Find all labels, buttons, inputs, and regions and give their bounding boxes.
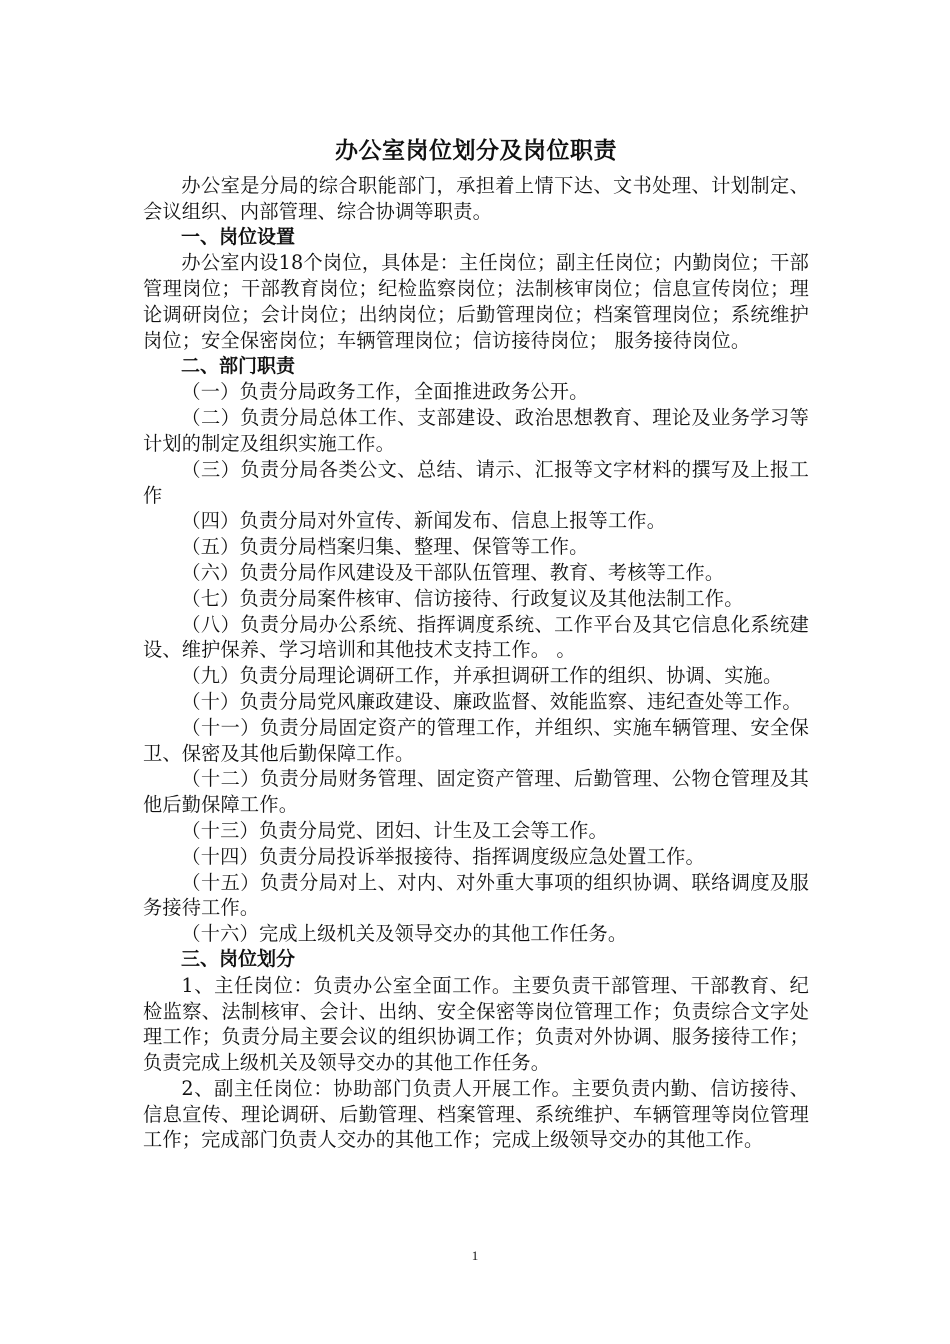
duty-item: （十五）负责分局对上、对内、对外重大事项的组织协调、联络调度及服务接待工作。 xyxy=(143,870,809,920)
duty-item: （十一）负责分局固定资产的管理工作，并组织、实施车辆管理、安全保卫、保密及其他后勤保障工作。 xyxy=(143,715,809,765)
section-heading-division: 三、岗位划分 xyxy=(181,947,296,970)
duty-item: （六）负责分局作风建设及干部队伍管理、教育、考核等工作。 xyxy=(181,560,725,584)
section-heading-positions: 一、岗位设置 xyxy=(181,225,296,248)
duty-item: （十三）负责分局党、团妇、计生及工会等工作。 xyxy=(181,818,608,842)
document-body xyxy=(143,133,809,1153)
duty-item: （二）负责分局总体工作、支部建设、政治思想教育、理论及业务学习等计划的制定及组织实施工作。 xyxy=(143,406,809,455)
duty-item: （十六）完成上级机关及领导交办的其他工作任务。 xyxy=(181,922,628,946)
duty-item: （一）负责分局政务工作，全面推进政务公开。 xyxy=(181,380,589,404)
duty-item: （八）负责分局办公系统、指挥调度系统、工作平台及其它信息化系统建设、维护保养、学习培训和其他技术支持工作。 。 xyxy=(143,612,809,662)
document-title: 办公室岗位划分及岗位职责 xyxy=(335,138,617,164)
duty-item: （九）负责分局理论调研工作，并承担调研工作的组织、协调、实施。 xyxy=(181,664,783,688)
duty-item: （五）负责分局档案归集、整理、保管等工作。 xyxy=(181,535,589,559)
section-heading-duties: 二、部门职责 xyxy=(181,354,296,377)
duty-item: （四）负责分局对外宣传、新闻发布、信息上报等工作。 xyxy=(181,509,667,533)
duty-item: （三）负责分局各类公文、总结、请示、汇报等文字材料的撰写及上报工作 xyxy=(143,457,809,507)
duty-item: （十）负责分局党风廉政建设、廉政监督、效能监察、违纪查处等工作。 xyxy=(181,689,802,713)
duty-item: （七）负责分局案件核审、信访接待、行政复议及其他法制工作。 xyxy=(181,586,744,610)
division-item: 1、主任岗位：负责办公室全面工作。主要负责干部管理、干部教育、纪检监察、法制核审、会计、出纳、安全保密等岗位管理工作；负责综合文字处理工作；负责分局主要会议的组织协调工作；负责对外协调、服务接待工作；负责完成上级机关及领导交办的其他工作任务。 xyxy=(143,973,809,1075)
positions-paragraph: 办公室内设18个岗位，具体是：主任岗位；副主任岗位；内勤岗位；干部管理岗位；干部教育岗位；纪检监察岗位；法制核审岗位；信息宣传岗位；理论调研岗位；会计岗位；出纳岗位；后勤管理岗位；档案管理岗位；系统维护岗位；安全保密岗位；车辆管理岗位；信访接待岗位； 服务接待岗位。 xyxy=(143,251,809,352)
intro-paragraph: 办公室是分局的综合职能部门，承担着上情下达、文书处理、计划制定、会议组织、内部管理、综合协调等职责。 xyxy=(143,174,809,223)
duty-item: （十四）负责分局投诉举报接待、指挥调度级应急处置工作。 xyxy=(181,844,705,868)
division-item: 2、副主任岗位：协助部门负责人开展工作。主要负责内勤、信访接待、信息宣传、理论调研、后勤管理、档案管理、系统维护、车辆管理等岗位管理工作；完成部门负责人交办的其他工作；完成上级领导交办的其他工作。 xyxy=(143,1076,809,1152)
duty-item: （十二）负责分局财务管理、固定资产管理、后勤管理、公物仓管理及其他后勤保障工作。 xyxy=(143,767,809,817)
page-number: 1 xyxy=(471,1248,479,1263)
